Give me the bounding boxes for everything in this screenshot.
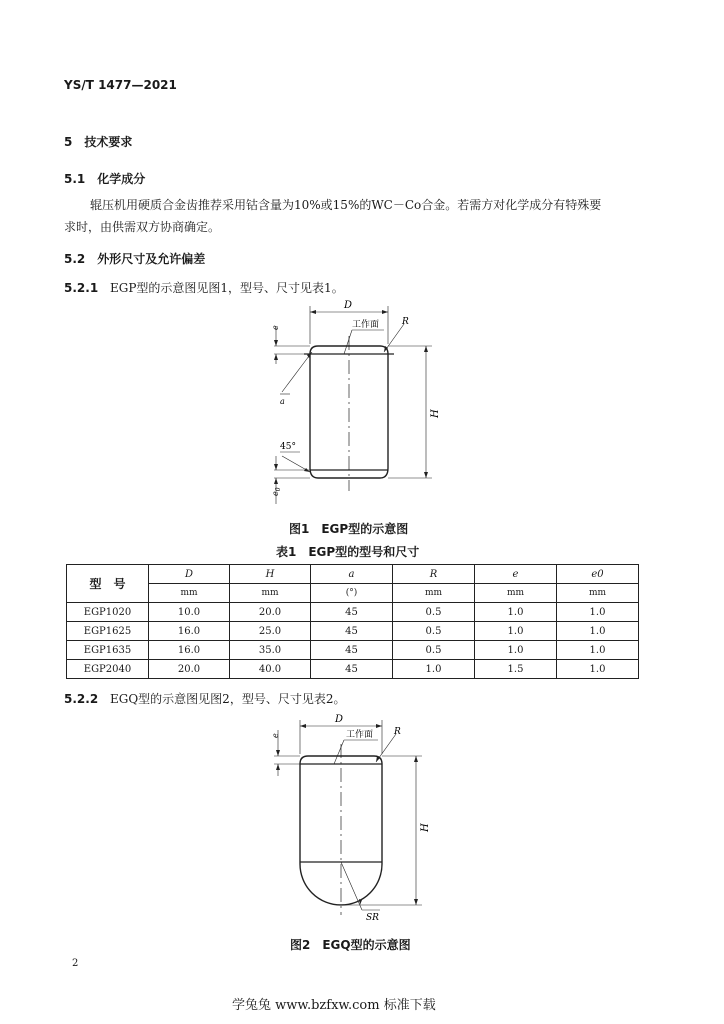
table-1-header-model: 型 号 [67,565,149,603]
table-cell: 1.0 [557,641,639,660]
table-1-unit-h: mm [230,584,311,603]
table-1-header-h: H [230,565,311,584]
table-cell: 16.0 [149,641,230,660]
table-row [67,603,639,622]
table-cell: 20.0 [230,603,311,622]
table-cell: EGP1625 [67,622,149,641]
watermark-footer: 学兔兔 www.bzfxw.com 标准下载 [232,998,436,1013]
table-1-header-e: e [475,565,557,584]
table-cell: 16.0 [149,622,230,641]
fig2-label-r: R [394,727,401,737]
table-cell: 45 [311,641,393,660]
fig2-label-d: D [335,714,344,725]
section-5-title: 5 技术要求 [64,135,133,149]
table-cell: 1.0 [475,641,557,660]
section-5-2-title: 5.2 外形尺寸及允许偏差 [64,252,206,266]
section-5-2-2 [64,688,345,710]
fig1-label-r: R [402,317,409,327]
section-5-2-1-text: EGP型的示意图见图1，型号、尺寸见表1。 [110,281,344,295]
table-row [67,622,639,641]
fig1-label-work-face: 工作面 [352,320,380,330]
fig2-label-sr: SR [366,913,379,923]
section-5-1-para-line2: 求时，由供需双方协商确定。 [64,220,221,234]
figure-2-caption: 图2 EGQ型的示意图 [290,938,411,952]
section-5-2-2-text: EGQ型的示意图见图2，型号、尺寸见表2。 [110,692,346,706]
table-row [67,660,639,679]
fig2-label-e: e [271,733,280,738]
fig1-label-d: D [344,300,353,311]
fig1-label-45-deg: 45° [280,442,296,452]
table-cell: 0.5 [393,641,475,660]
fig1-label-e0-sub: 0 [275,487,282,492]
table-1-title: 表1 EGP型的型号和尺寸 [276,545,420,559]
fig2-label-h: H [420,823,431,832]
table-cell: 1.0 [557,603,639,622]
table-1-unit-a: (°) [311,584,393,603]
table-cell: 45 [311,603,393,622]
table-1-header-a: a [311,565,393,584]
section-5-1-para-line1: 辊压机用硬质合金齿推荐采用钴含量为10%或15%的WC－Co合金。若需方对化学成分有特殊要 [90,198,602,212]
section-5-2-2-number: 5.2.2 [64,692,99,706]
table-cell: 1.0 [475,622,557,641]
table-1-unit-r: mm [393,584,475,603]
table-cell: 45 [311,622,393,641]
table-1-unit-d: mm [149,584,230,603]
table-cell: EGP2040 [67,660,149,679]
fig1-label-h: H [430,409,441,418]
table-cell: 0.5 [393,622,475,641]
fig1-label-e: e [271,325,280,330]
section-5-1-title: 5.1 化学成分 [64,172,146,186]
table-cell: 1.0 [475,603,557,622]
table-row [67,641,639,660]
fig1-label-e0-main: e [271,491,280,496]
table-cell: 0.5 [393,603,475,622]
table-cell: 1.0 [393,660,475,679]
table-cell: 1.0 [557,660,639,679]
section-5-2-1-number: 5.2.1 [64,281,99,295]
table-1-header-d: D [149,565,230,584]
fig2-label-work-face: 工作面 [346,730,374,740]
page-number: 2 [72,958,79,969]
table-cell: EGP1635 [67,641,149,660]
fig1-label-e0 [271,487,282,496]
table-cell: 1.5 [475,660,557,679]
table-cell: 40.0 [230,660,311,679]
table-1-header-e0: e0 [557,565,639,584]
table-1-egp-dimensions [66,564,639,679]
table-1-unit-e: mm [475,584,557,603]
document-number: YS/T 1477—2021 [64,78,177,92]
fig1-label-a: a [280,397,285,406]
table-cell: 20.0 [149,660,230,679]
table-1-header-r: R [393,565,475,584]
figure-1-egp-diagram [260,296,460,512]
table-cell: 10.0 [149,603,230,622]
table-cell: 35.0 [230,641,311,660]
table-1-unit-e0: mm [557,584,639,603]
table-cell: 1.0 [557,622,639,641]
figure-1-caption: 图1 EGP型的示意图 [289,522,409,536]
table-cell: EGP1020 [67,603,149,622]
figure-2-egq-diagram [262,710,462,926]
table-cell: 45 [311,660,393,679]
table-cell: 25.0 [230,622,311,641]
